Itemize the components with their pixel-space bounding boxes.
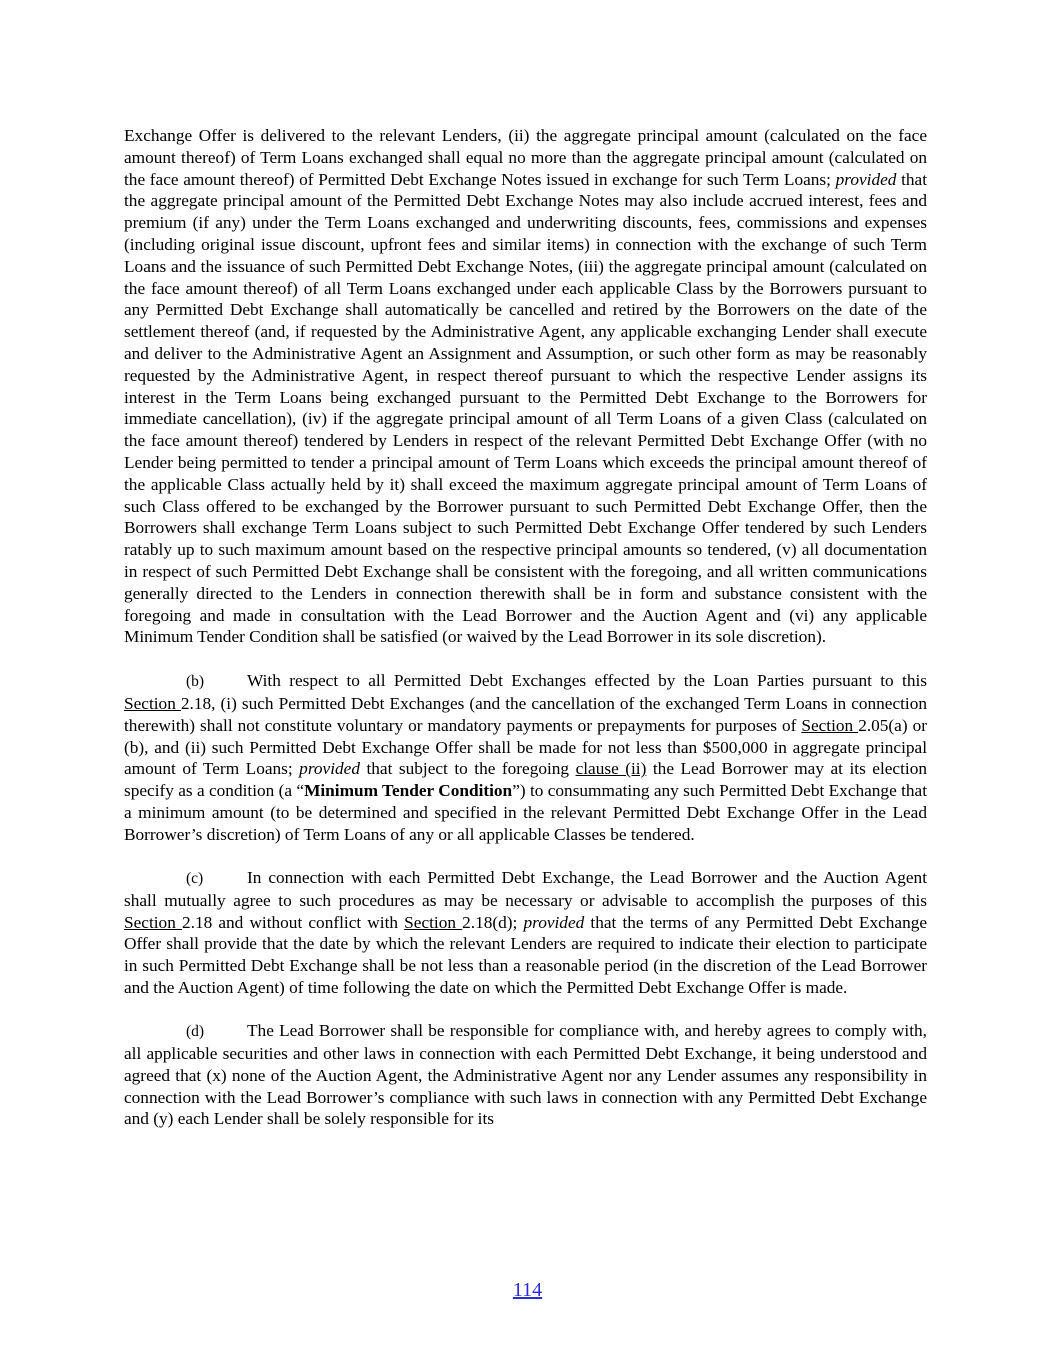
paragraph-label: (c) <box>186 870 204 887</box>
clause-reference-link: clause (ii) <box>575 759 647 779</box>
page-number-link[interactable]: 114 <box>512 1279 543 1301</box>
paragraph-a-continuation: Exchange Offer is delivered to the relevant Lenders, (ii) the aggregate principal amount (calculated on the face amount thereof) of Term Loans exchanged shall equal no more than the aggregate principal amount (calculated on the face amount thereof) of Permitted Debt Exchange Notes issued in exchange for such Term Loans; provided that the aggregate principal amount of the Permitted Debt Exchange Notes may also include accrued interest, fees and premium (if any) under the Term Loans exchanged and underwriting discounts, fees, commissions and expenses (including original issue discount, upfront fees and similar items) in connection with the exchange of such Term Loans and the issuance of such Permitted Debt Exchange Notes, (iii) the aggregate principal amount (calculated on the face amount thereof) of all Term Loans exchanged under each applicable Class by the Borrowers pursuant to any Permitted Debt Exchange shall automatically be cancelled and retired by the Borrowers on the date of the settlement thereof (and, if requested by the Administrative Agent, any applicable exchanging Lender shall execute and deliver to the Administrative Agent an Assignment and Assumption, or such other form as may be reasonably requested by the Administrative Agent, in respect thereof pursuant to which the respective Lender assigns its interest in the Term Loans being exchanged pursuant to the Permitted Debt Exchange to the Borrowers for immediate cancellation), (iv) if the aggregate principal amount of all Term Loans of a given Class (calculated on the face amount thereof) tendered by Lenders in respect of the relevant Permitted Debt Exchange Offer (with no Lender being permitted to tender a principal amount of Term Loans which exceeds the principal amount thereof of the applicable Class actually held by it) shall exceed the maximum aggregate principal amount of Term Loans of such Class offered to be exchanged by the Borrower pursuant to such Permitted Debt Exchange Offer, then the Borrowers shall exchange Term Loans subject to such Permitted Debt Exchange Offer tendered by such Lenders ratably up to such maximum amount based on the respective principal amounts so tendered, (v) all documentation in respect of such Permitted Debt Exchange shall be consistent with the foregoing, and all written communications generally directed to the Lenders in connection therewith shall be in form and substance consistent with the foregoing and made in consultation with the Lead Borrower and the Auction Agent and (vi) any applicable Minimum Tender Condition shall be satisfied (or waived by the Lead Borrower in its sole discretion). <box>124 126 928 647</box>
section-reference-link: Section <box>404 912 463 932</box>
section-reference-link: Section <box>124 693 181 713</box>
section-reference-link: Section <box>124 912 182 932</box>
page-footer <box>0 1279 1055 1302</box>
provided-italic: provided <box>299 759 360 779</box>
provided-italic: provided <box>523 912 585 932</box>
paragraph-d: (d) The Lead Borrower shall be responsible for compliance with, and hereby agrees to comply with, all applicable securities and other laws in connection with each Permitted Debt Exchange, it being understood and agreed that (x) none of the Auction Agent, the Administrative Agent nor any Lender assumes any responsibility in connection with the Lead Borrower’s compliance with such laws in connection with any Permitted Debt Exchange and (y) each Lender shall be solely responsible for its <box>124 1021 927 1129</box>
document-page <box>124 125 927 1152</box>
paragraph-label: (d) <box>186 1023 205 1041</box>
paragraph-c: (c) In connection with each Permitted Debt Exchange, the Lead Borrower and the Auction Agent shall mutually agree to such procedures as may be necessary or advisable to accomplish the purposes of this Section 2.18 and without conflict with Section 2.18(d); provided that the terms of any Permitted Debt Exchange Offer shall provide that the date by which the relevant Lenders are required to indicate their election to participate in such Permitted Debt Exchange shall be not less than a reasonable period (in the discretion of the Lead Borrower and the Auction Agent) of time following the date on which the Permitted Debt Exchange Offer is made. <box>124 868 928 997</box>
defined-term: Minimum Tender Condition <box>304 781 513 801</box>
provided-italic: provided <box>835 169 897 189</box>
paragraph-b: (b) With respect to all Permitted Debt Exchanges effected by the Loan Parties pursuant to this Section 2.18, (i) such Permitted Debt Exchanges (and the cancellation of the exchanged Term Loans in connection therewith) shall not constitute voluntary or mandatory payments or prepayments for purposes of Section 2.05(a) or (b), and (ii) such Permitted Debt Exchange Offer shall be made for not less than $500,000 in aggregate principal amount of Term Loans; provided that subject to the foregoing clause (ii) the Lead Borrower may at its election specify as a condition (a “Minimum Tender Condition”) to consummating any such Permitted Debt Exchange that a minimum amount (to be determined and specified in the relevant Permitted Debt Exchange Offer in the Lead Borrower’s discretion) of Term Loans of any or all applicable Classes be tendered. <box>124 671 928 844</box>
section-reference-link: Section <box>801 715 859 735</box>
paragraph-label: (b) <box>186 673 205 691</box>
